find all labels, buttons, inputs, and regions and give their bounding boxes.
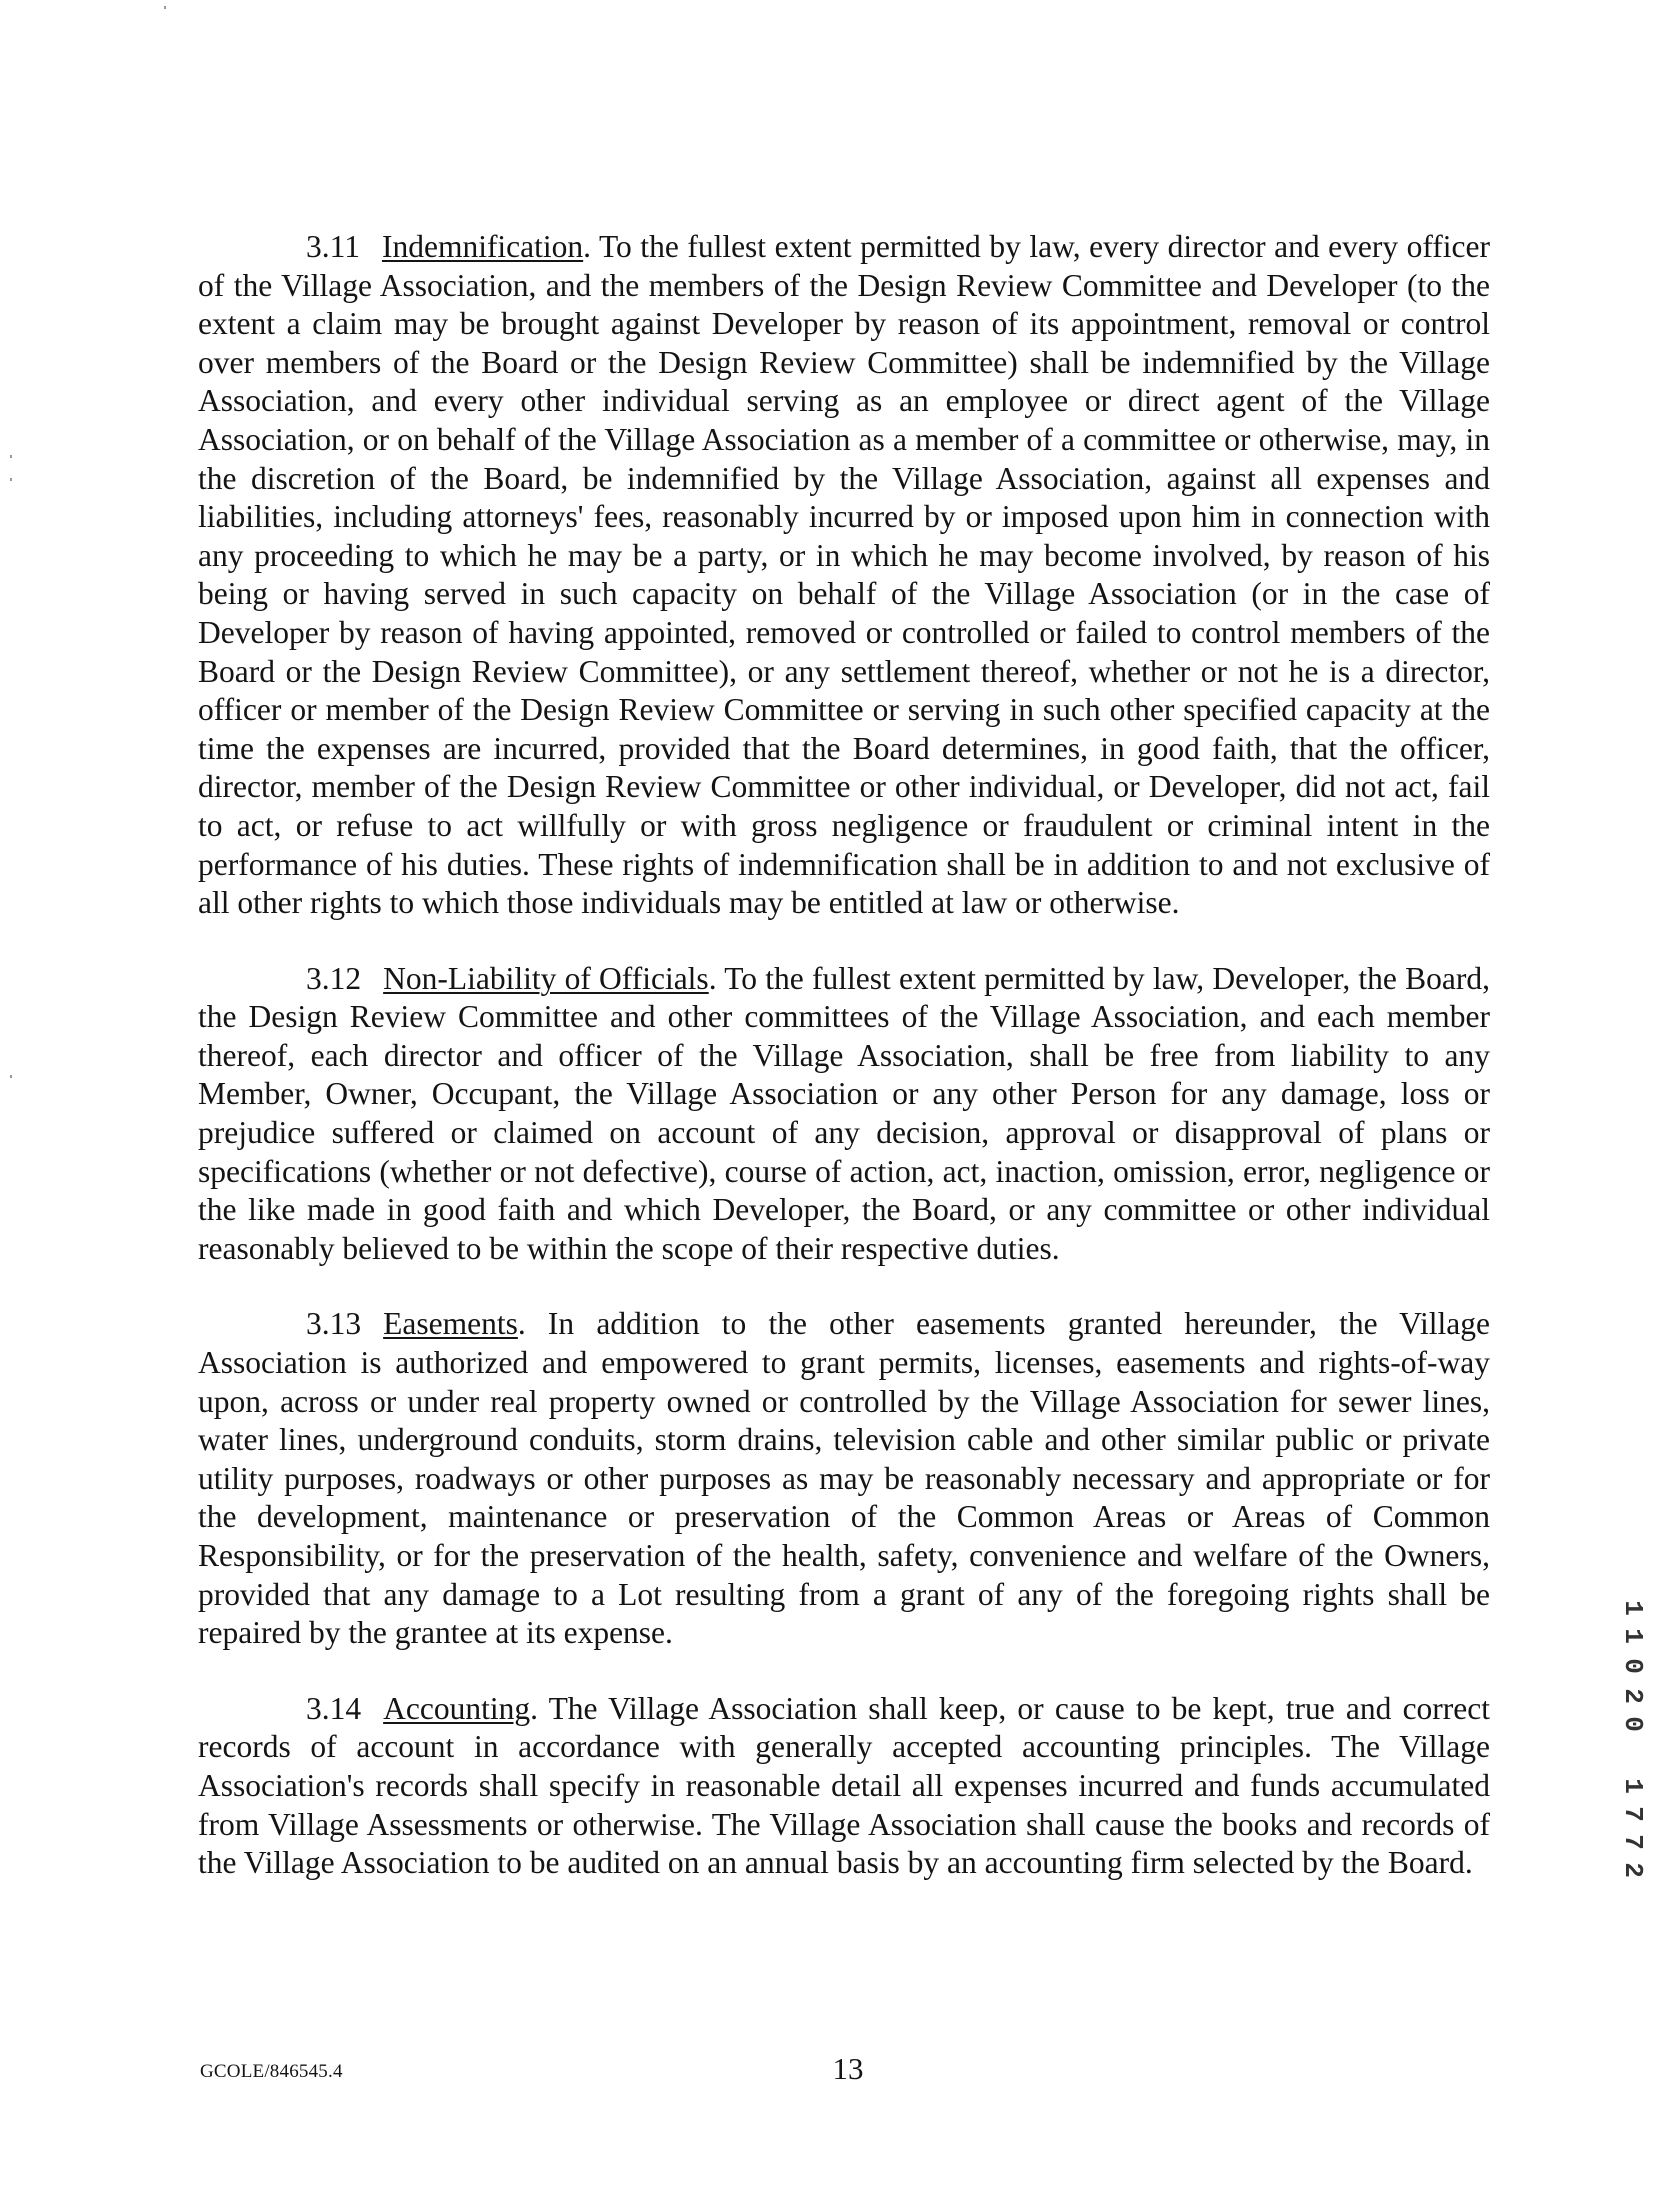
recording-stamp <box>1618 1588 1648 1888</box>
scan-mark <box>10 478 12 481</box>
section-title: Non-Liability of Officials <box>383 960 709 996</box>
recording-stamp-glyphs <box>1618 1600 1648 1878</box>
section-number: 3.13 <box>306 1306 362 1342</box>
svg-text:0: 0 <box>1618 1658 1648 1674</box>
svg-text:7: 7 <box>1618 1834 1648 1850</box>
svg-text:2: 2 <box>1618 1688 1648 1704</box>
section-title: Indemnification <box>381 229 584 264</box>
section-3-14 <box>198 1690 1490 1883</box>
section-3-11 <box>198 228 1490 923</box>
svg-text:1: 1 <box>1618 1778 1648 1794</box>
section-text: . To the fullest extent permitted by law, every director and every officer of the Village Association, and the members of the Design Review Committee and Developer (to the extent a claim may be brought against Developer by reason of its appointment, removal or control over members of the Board or the Design Review Committee) shall be indemnified by the Village Association, and every other individual serving as an employee or direct agent of the Village Association, or on behalf of the Village Association as a member of a committee or otherwise, may, in the discretion of the Board, be indemnified by the Village Association, against all expenses and liabilities, including attorneys' fees, reasonably incurred by or imposed upon him in connection with any proceeding to which he may be a party, or in which he may become involved, by reason of his being or having served in such capacity on behalf of the Village Association (or in the case of Developer by reason of having appointed, removed or controlled or failed to control members of the Board or the Design Review Committee), or any settlement thereof, whether or not he is a director, officer or member of the Design Review Committee or serving in such other specified capacity at the time the expenses are incurred, provided that the Board determines, in good faith, that the officer, director, member of the Design Review Committee or other individual, or Developer, did not act, fail to act, or refuse to act willfully or with gross negligence or fraudulent or criminal intent in the performance of his duties. These rights of indemnification shall be in addition to and not exclusive of all other rights to which those individuals may be entitled at law or otherwise. <box>198 229 1490 921</box>
section-3-13 <box>198 1305 1490 1652</box>
page-number: 13 <box>832 2051 864 2086</box>
svg-text:1: 1 <box>1618 1600 1648 1616</box>
section-text: . The Village Association shall keep, or cause to be kept, true and correct records of account in accordance with generally accepted accounting principles. The Village Association's records shall specify in reasonable detail all expenses incurred and funds accumulated from Village Assessments or otherwise. The Village Association shall cause the books and records of the Village Association to be audited on an annual basis by an accounting firm selected by the Board. <box>198 1690 1490 1881</box>
svg-text:0: 0 <box>1618 1716 1648 1732</box>
section-number: 3.14 <box>306 1690 362 1726</box>
footer-doc-id: GCOLE/846545.4 <box>200 2061 343 2082</box>
section-3-12 <box>198 960 1490 1269</box>
svg-text:1: 1 <box>1618 1628 1648 1644</box>
section-number: 3.11 <box>306 229 360 264</box>
section-number: 3.12 <box>306 960 362 996</box>
section-text: . To the fullest extent permitted by law, Developer, the Board, the Design Review Committee and other committees of the Village Association, and each member thereof, each director and officer of the Village Association, shall be free from liability to any Member, Owner, Occupant, the Village Association or any other Person for any damage, loss or prejudice suffered or claimed on account of any decision, approval or disapproval of plans or specifications (whether or not defective), course of action, act, inaction, omission, error, negligence or the like made in good faith and which Developer, the Board, or any committee or other individual reasonably believed to be within the scope of their respective duties. <box>198 960 1491 1266</box>
scan-mark <box>164 6 166 9</box>
document-body <box>198 228 1490 1920</box>
svg-text:2: 2 <box>1618 1862 1648 1878</box>
svg-text:7: 7 <box>1618 1806 1648 1822</box>
section-title: Accounting <box>383 1690 531 1726</box>
scan-mark <box>10 455 12 458</box>
scan-mark <box>10 1075 12 1078</box>
section-title: Easements <box>383 1306 518 1342</box>
section-text: . In addition to the other easements granted hereunder, the Village Association is authorized and empowered to grant permits, licenses, easements and rights-of-way upon, across or under real property owned or controlled by the Village Association for sewer lines, water lines, underground conduits, storm drains, television cable and other similar public or private utility purposes, roadways or other purposes as may be reasonably necessary and appropriate or for the development, maintenance or preservation of the Common Areas or Areas of Common Responsibility, or for the preservation of the health, safety, convenience and welfare of the Owners, provided that any damage to a Lot resulting from a grant of any of the foregoing rights shall be repaired by the grantee at its expense. <box>198 1306 1490 1651</box>
